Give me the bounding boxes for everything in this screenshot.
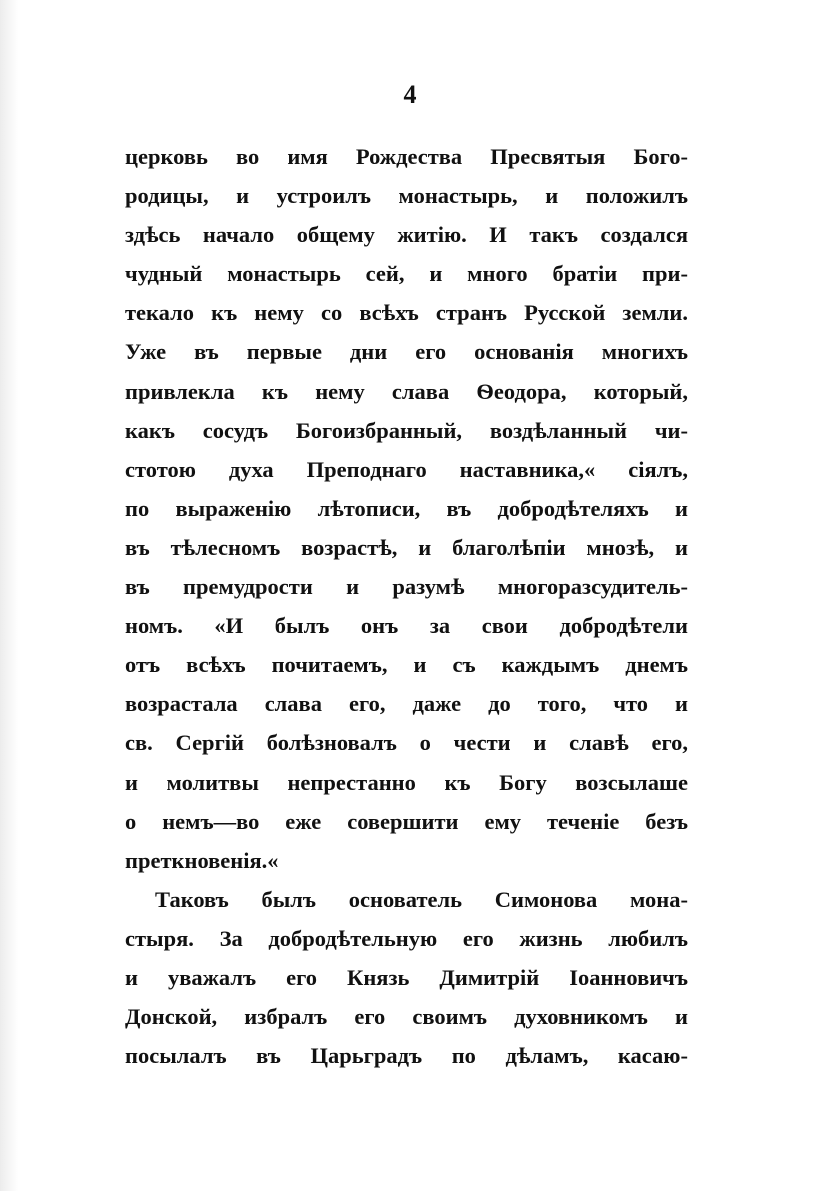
- text-line: текало къ нему со всѣхъ странъ Русской земли.: [125, 300, 688, 326]
- text-line: и молитвы непрестанно къ Богу возсылаше: [125, 769, 688, 795]
- text-line: стотою духа Преподнаго наставника,« сіялъ,: [125, 456, 688, 482]
- text-line: стыря. За добродѣтельную его жизнь любилъ: [125, 925, 688, 951]
- text-line: и уважалъ его Князь Димитрій Іоанновичъ: [125, 964, 688, 990]
- text-line: въ тѣлесномъ возрастѣ, и благолѣпіи мнозѣ, и: [125, 534, 688, 560]
- scan-edge-shadow: [0, 0, 18, 1191]
- text-line: чудный монастырь сей, и много братіи при-: [125, 261, 688, 287]
- text-line: въ премудрости и разумѣ многоразсудитель-: [125, 574, 688, 600]
- text-line: возрастала слава его, даже до того, что и: [125, 691, 688, 717]
- text-line: родицы, и устроилъ монастырь, и положилъ: [125, 183, 688, 209]
- text-line: Уже въ первые дни его основанія многихъ: [125, 339, 688, 365]
- page-number: 4: [403, 80, 417, 109]
- text-line: по выраженію лѣтописи, въ добродѣтеляхъ и: [125, 495, 688, 521]
- text-line: церковь во имя Рождества Пресвятыя Бого-: [125, 144, 688, 169]
- body-text: [125, 137, 688, 1075]
- text-line: здѣсь начало общему житію. И такъ создался: [125, 222, 688, 248]
- text-line: Донской, избралъ его своимъ духовникомъ и: [125, 1004, 688, 1030]
- paragraph-start-line: Таковъ былъ основатель Симонова мона-: [155, 886, 688, 912]
- text-line: привлекла къ нему слава Ѳеодора, который,: [125, 378, 688, 404]
- text-line: посылалъ въ Царьградъ по дѣламъ, касаю-: [125, 1043, 688, 1069]
- text-line: какъ сосудъ Богоизбранный, воздѣланный чи-: [125, 417, 688, 443]
- text-line: отъ всѣхъ почитаемъ, и съ каждымъ днемъ: [125, 652, 688, 678]
- text-line: св. Сергій болѣзновалъ о чести и славѣ его,: [125, 730, 688, 756]
- paragraph-end-line: преткновенія.«: [125, 847, 279, 873]
- text-line: номъ. «И былъ онъ за свои добродѣтели: [125, 613, 688, 639]
- text-line: о немъ—во еже совершити ему теченіе безъ: [125, 808, 688, 834]
